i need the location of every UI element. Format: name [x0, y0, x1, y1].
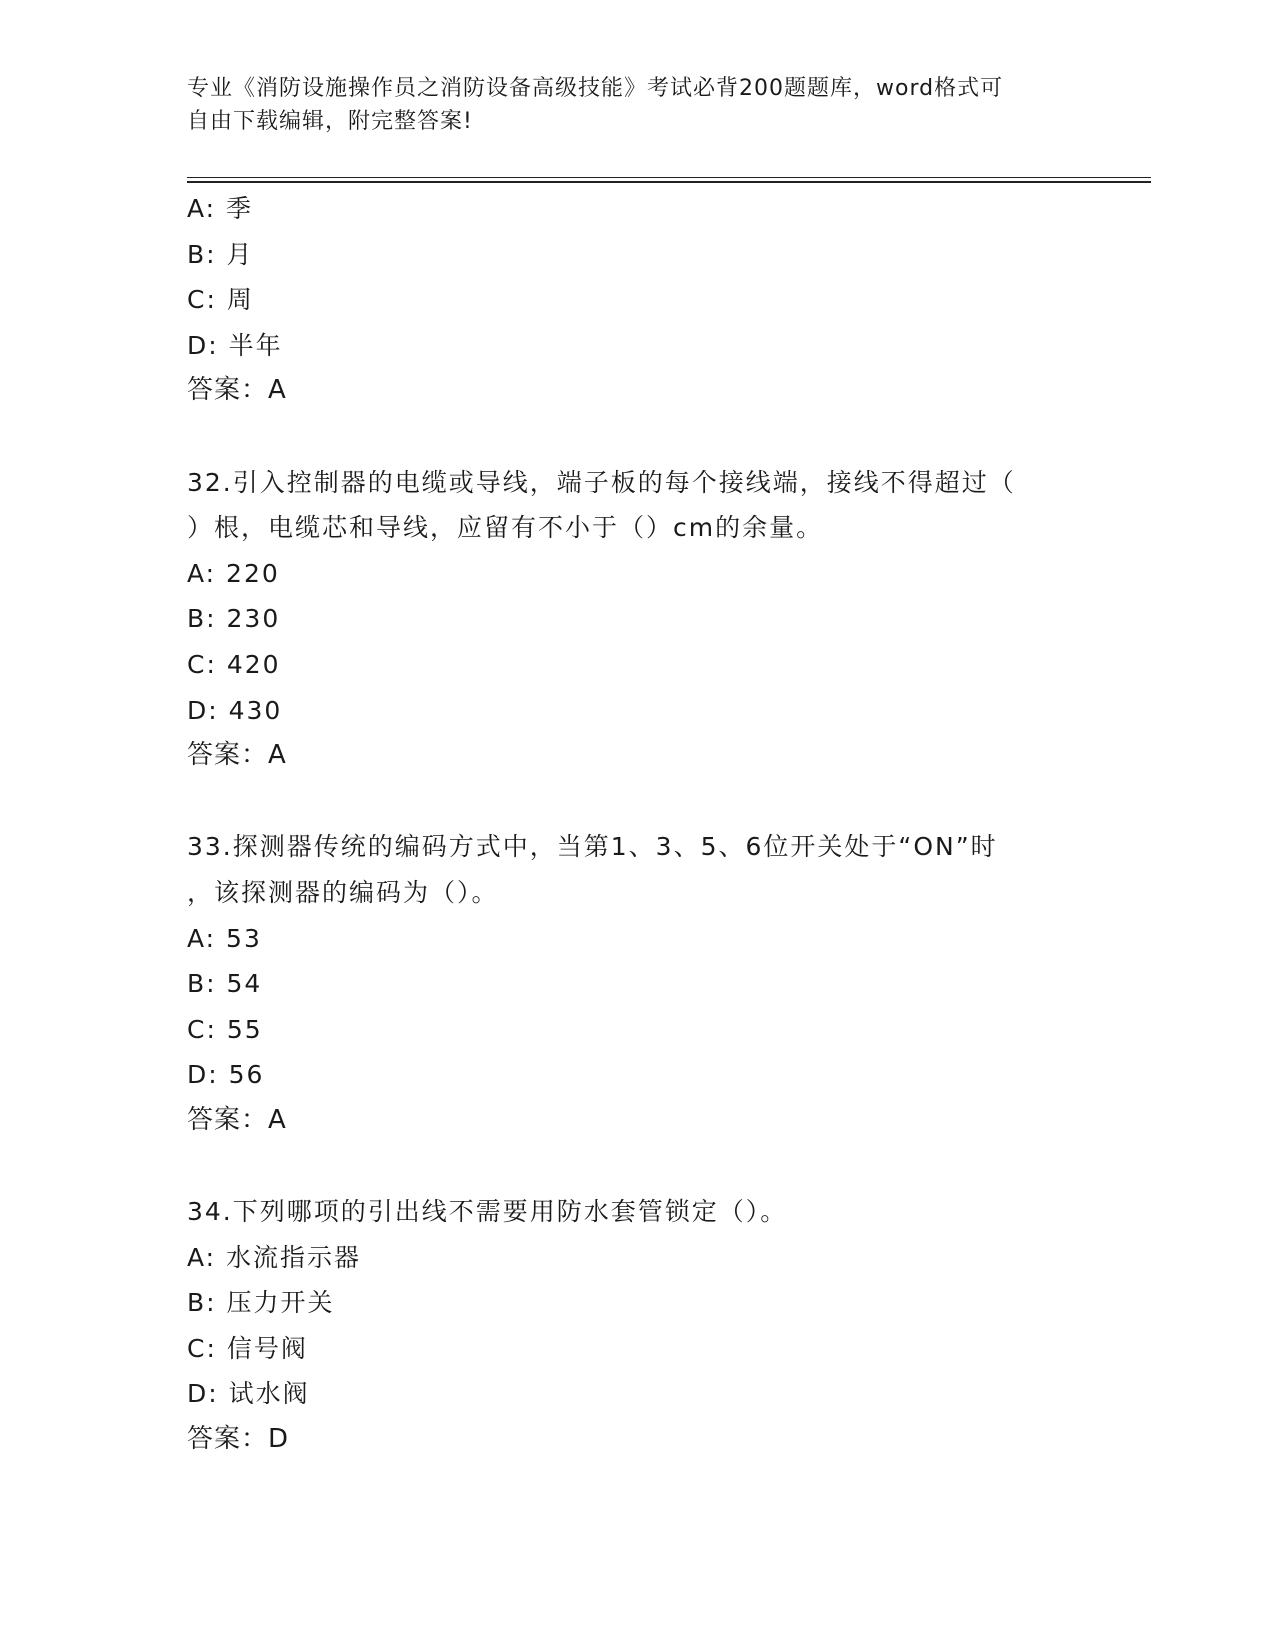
answer-line: 答案：D	[187, 1424, 290, 1455]
option-a: A: 220	[187, 558, 280, 588]
spacer	[187, 414, 1151, 460]
spacer	[187, 1143, 1151, 1189]
document-header	[187, 72, 1067, 138]
option-d: D: 430	[187, 695, 283, 725]
answer-line: 答案：A	[187, 1104, 287, 1135]
question-stem-line-1: 34.下列哪项的引出线不需要用防水套管锁定（）。	[187, 1197, 788, 1227]
option-c: C: 周	[187, 285, 254, 315]
question-content	[187, 186, 1151, 1463]
header-divider-thin	[187, 177, 1151, 178]
option-a: A: 季	[187, 194, 254, 223]
answer-line: 答案：A	[187, 375, 287, 406]
question-32	[187, 460, 1151, 779]
question-34	[187, 1189, 1151, 1463]
question-stem-line-2: ）根，电缆芯和导线，应留有不小于（）cm的余量。	[187, 513, 824, 543]
header-line-1: 专业《消防设施操作员之消防设备高级技能》考试必背200题题库，word格式可	[187, 76, 1004, 101]
question-stem-line-1: 33.探测器传统的编码方式中，当第1、3、5、6位开关处于“ON”时	[187, 832, 998, 862]
option-c: C: 信号阀	[187, 1333, 308, 1363]
option-b: B: 54	[187, 969, 263, 999]
question-31-partial	[187, 186, 1151, 414]
option-b: B: 压力开关	[187, 1288, 335, 1318]
option-c: C: 55	[187, 1014, 263, 1044]
option-d: D: 半年	[187, 330, 283, 360]
question-stem-line-1: 32.引入控制器的电缆或导线，端子板的每个接线端，接线不得超过（	[187, 467, 1016, 497]
option-a: A: 53	[187, 923, 262, 953]
question-stem-line-2: ，该探测器的编码为（）。	[187, 877, 499, 907]
option-a: A: 水流指示器	[187, 1242, 362, 1272]
option-b: B: 月	[187, 239, 254, 269]
question-33	[187, 824, 1151, 1143]
header-line-2: 自由下载编辑，附完整答案!	[187, 109, 473, 134]
option-d: D: 试水阀	[187, 1379, 310, 1409]
option-c: C: 420	[187, 649, 281, 679]
option-b: B: 230	[187, 604, 281, 634]
answer-line: 答案：A	[187, 740, 287, 771]
header-divider-thick	[187, 181, 1151, 183]
spacer	[187, 779, 1151, 825]
option-d: D: 56	[187, 1060, 265, 1090]
